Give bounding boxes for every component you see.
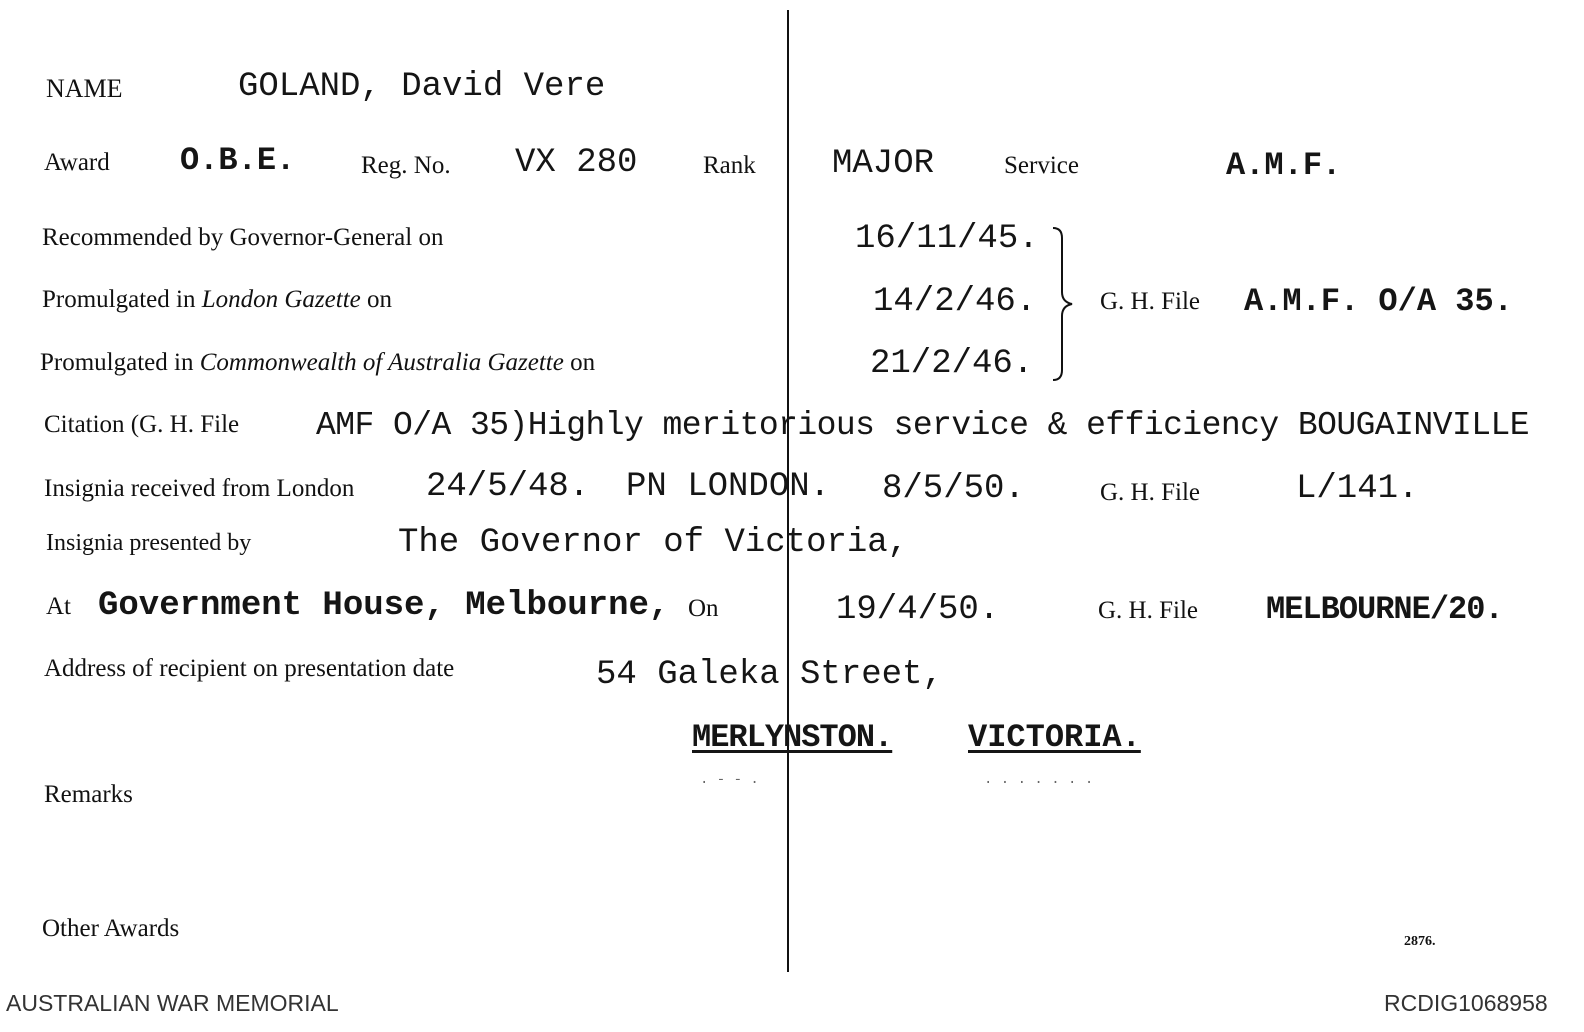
- dot-leader: . . . . . . .: [984, 772, 1094, 788]
- address-suburb: MERLYNSTON.: [692, 719, 893, 756]
- award-label: Award: [44, 149, 110, 176]
- gh-file-value-1: A.M.F. O/A 35.: [1244, 283, 1513, 320]
- commonwealth-gazette-label: Promulgated in Commonwealth of Australia Gazette on: [40, 349, 596, 376]
- address-label: Address of recipient on presentation date: [44, 655, 455, 682]
- gh-file-value-2: L/141.: [1296, 470, 1419, 508]
- recommended-date: 16/11/45.: [855, 220, 1039, 258]
- regno-label: Reg. No.: [361, 152, 451, 179]
- on-label: On: [688, 595, 719, 622]
- commonwealth-gazette-date: 21/2/46.: [870, 345, 1034, 383]
- address-state: VICTORIA.: [968, 719, 1141, 756]
- footer-institution: AUSTRALIAN WAR MEMORIAL: [6, 990, 339, 1016]
- citation-value: AMF O/A 35)Highly meritorious service & efficiency BOUGAINVILLE: [316, 407, 1529, 444]
- other-awards-label: Other Awards: [42, 915, 180, 942]
- gh-file-value-3: MELBOURNE/20.: [1266, 591, 1503, 628]
- service-value: A.M.F.: [1226, 147, 1342, 184]
- regno-value: VX 280: [515, 144, 638, 182]
- citation-label: Citation (G. H. File: [44, 411, 240, 438]
- award-value: O.B.E.: [180, 142, 296, 179]
- rank-label: Rank: [703, 152, 756, 179]
- at-label: At: [46, 593, 71, 620]
- footer-record-id: RCDIG1068958: [1384, 990, 1548, 1016]
- rank-value: MAJOR: [832, 145, 935, 183]
- london-gazette-label: Promulgated in London Gazette on: [42, 286, 392, 313]
- address-line1: 54 Galeka Street,: [596, 656, 943, 694]
- gh-file-label-3: G. H. File: [1098, 597, 1198, 624]
- name-value: GOLAND, David Vere: [238, 68, 606, 106]
- on-value: 19/4/50.: [836, 591, 1000, 629]
- gh-file-label-2: G. H. File: [1100, 479, 1200, 506]
- recommended-label: Recommended by Governor-General on: [42, 224, 444, 251]
- presented-by-value: The Governor of Victoria,: [398, 524, 909, 562]
- pn-london: PN LONDON.: [626, 468, 831, 506]
- service-label: Service: [1004, 152, 1079, 179]
- at-value: Government House, Melbourne,: [98, 587, 670, 625]
- gh-file-label-1: G. H. File: [1100, 288, 1200, 315]
- london-gazette-date: 14/2/46.: [873, 283, 1037, 321]
- remarks-label: Remarks: [44, 781, 133, 808]
- insignia-received-label: Insignia received from London: [44, 475, 355, 502]
- right-brace-icon: [1050, 226, 1080, 382]
- presented-by-label: Insignia presented by: [46, 530, 252, 556]
- name-label: NAME: [46, 74, 123, 103]
- card-number: 2876.: [1404, 934, 1436, 949]
- dot-leader: . - - .: [700, 772, 759, 788]
- insignia-received-date: 24/5/48.: [426, 468, 590, 506]
- pn-date: 8/5/50.: [882, 470, 1025, 508]
